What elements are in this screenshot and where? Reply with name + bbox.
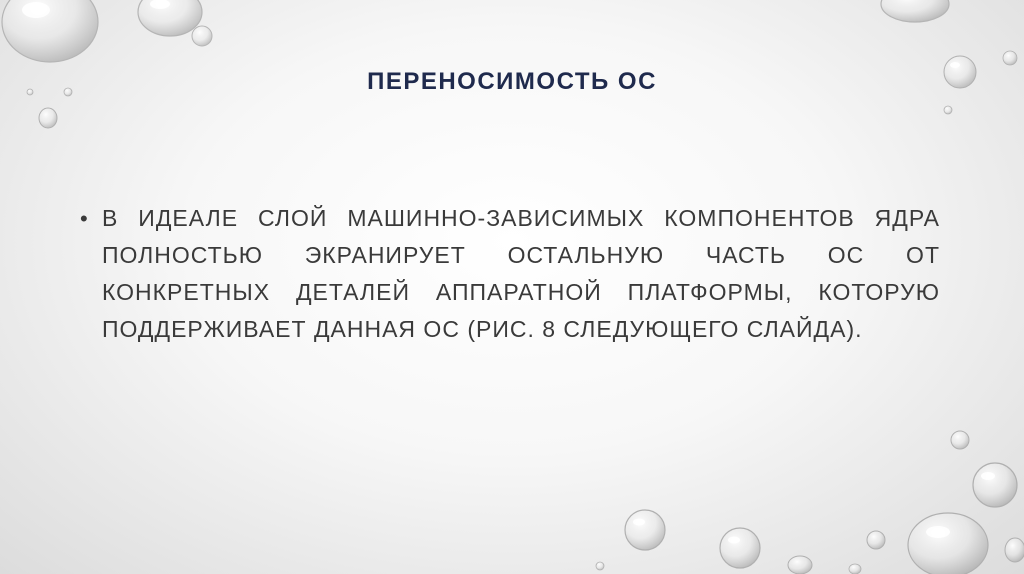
bullet-item (80, 200, 940, 348)
water-drop (1005, 538, 1024, 562)
water-drop (596, 562, 604, 570)
water-drop (849, 564, 861, 574)
water-drop (192, 26, 212, 46)
water-drop (1003, 51, 1017, 65)
water-drop (625, 510, 665, 550)
bullet-icon: • (80, 206, 89, 231)
water-drop (138, 0, 202, 36)
water-drop (39, 108, 57, 128)
water-drop (944, 106, 952, 114)
water-drop (720, 528, 760, 568)
slide-body (80, 200, 940, 348)
water-drop (881, 0, 949, 22)
slide-title: ПЕРЕНОСИМОСТЬ ОС (367, 68, 657, 95)
water-drop (951, 431, 969, 449)
water-drop (2, 0, 98, 62)
water-drop (973, 463, 1017, 507)
water-drop (908, 513, 988, 574)
water-drop (867, 531, 885, 549)
water-drop (788, 556, 812, 574)
bullet-text: В ИДЕАЛЕ СЛОЙ МАШИННО-ЗАВИСИМЫХ КОМПОНЕНТОВ ЯДРА ПОЛНОСТЬЮ ЭКРАНИРУЕТ ОСТАЛЬНУЮ ЧАСТЬ ОС ОТ КОНКРЕТНЫХ ДЕТАЛЕЙ АППАРАТНОЙ ПЛАТФОРМЫ, КОТОРУЮ ПОДДЕРЖИВАЕТ ДАННАЯ ОС (РИС. 8 СЛЕДУЮЩЕГО СЛАЙДА). (102, 205, 940, 342)
